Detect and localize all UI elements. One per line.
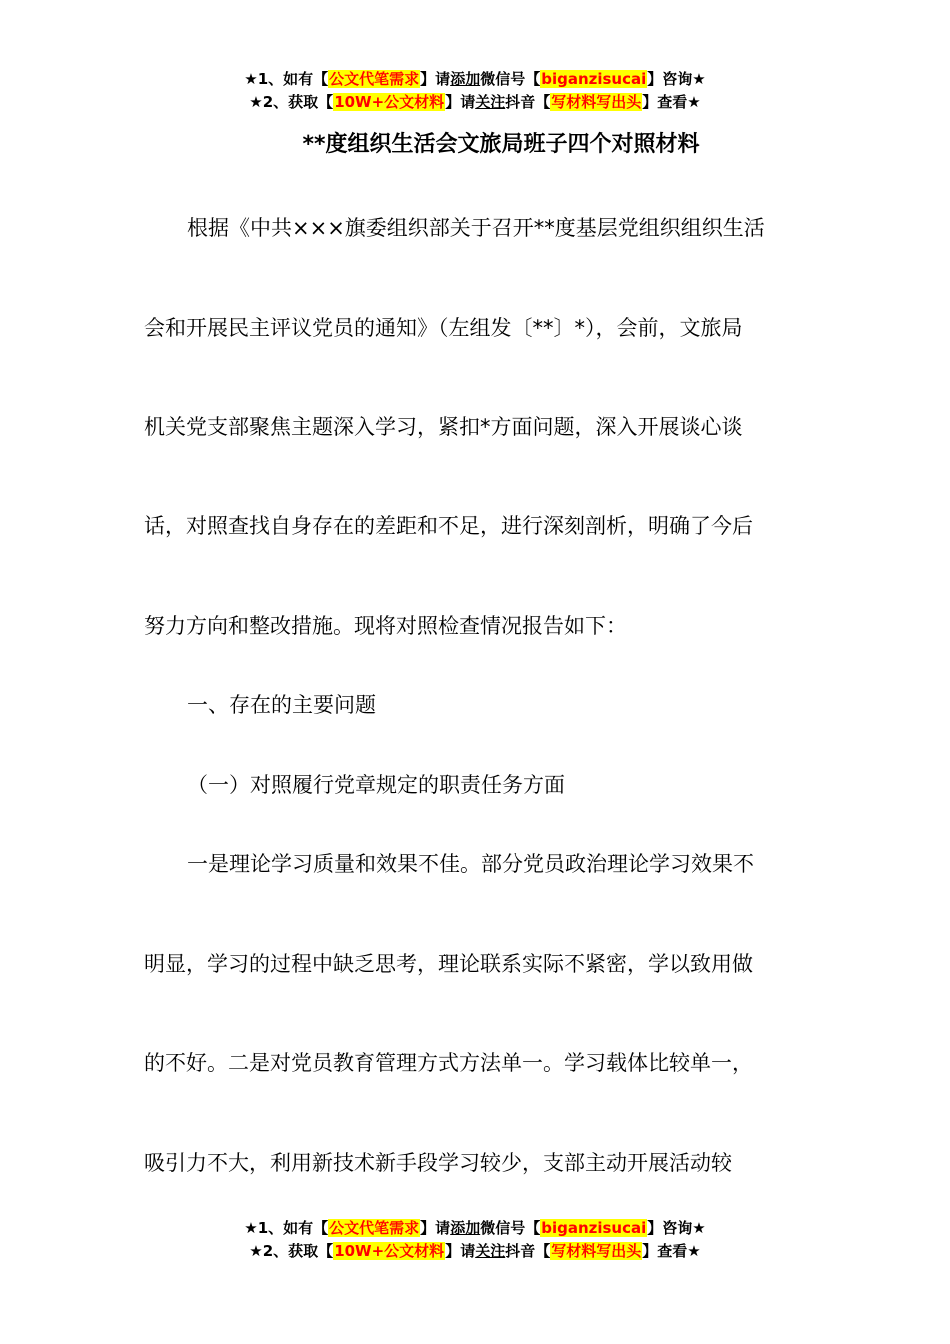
banner-highlight-douyin-id: 写材料写出头 [551, 93, 642, 111]
banner-underline: 添加 [450, 70, 481, 88]
paragraph-line: 的不好。二是对党员教育管理方式方法单一。学习载体比较单一， [144, 1051, 753, 1075]
banner-line-2 [0, 91, 950, 114]
banner-line-2 [0, 1240, 950, 1263]
banner-text: 】请 [445, 93, 476, 111]
banner-highlight: 公文代笔需求 [329, 1219, 420, 1237]
subsection-heading: （一）对照履行党章规定的职责任务方面 [187, 773, 565, 797]
banner-text: 】请 [445, 1242, 476, 1260]
paragraph-line: 会和开展民主评议党员的通知》（左组发〔**〕*），会前，文旅局 [144, 316, 743, 340]
banner-line-1 [0, 68, 950, 91]
banner-text: ★2、获取【 [249, 93, 334, 111]
header-banner [0, 68, 950, 114]
banner-text: 抖音【 [505, 1242, 551, 1260]
banner-text: 】查看★ [642, 93, 701, 111]
banner-highlight-douyin-id: 写材料写出头 [551, 1242, 642, 1260]
banner-text: 】请 [420, 1219, 451, 1237]
banner-underline: 添加 [450, 1219, 481, 1237]
document-title: **度组织生活会文旅局班子四个对照材料 [302, 132, 700, 157]
paragraph-line: 话，对照查找自身存在的差距和不足，进行深刻剖析，明确了今后 [144, 514, 753, 538]
banner-text: 】查看★ [642, 1242, 701, 1260]
paragraph-line: 根据《中共×××旗委组织部关于召开**度基层党组织组织生活 [187, 216, 765, 240]
banner-text: ★1、如有【 [244, 70, 329, 88]
banner-text: ★2、获取【 [249, 1242, 334, 1260]
banner-text: 】请 [420, 70, 451, 88]
banner-text: ★1、如有【 [244, 1219, 329, 1237]
paragraph-line: 一是理论学习质量和效果不佳。部分党员政治理论学习效果不 [187, 852, 754, 876]
banner-underline: 关注 [475, 1242, 506, 1260]
paragraph-line: 努力方向和整改措施。现将对照检查情况报告如下： [144, 614, 627, 638]
banner-highlight-wechat-id: biganzisucai [541, 70, 647, 88]
section-heading: 一、存在的主要问题 [187, 693, 376, 717]
paragraph-line: 机关党支部聚焦主题深入学习，紧扣*方面问题，深入开展谈心谈 [144, 415, 743, 439]
banner-line-1 [0, 1217, 950, 1240]
banner-highlight: 10W+公文材料 [334, 1242, 445, 1260]
banner-text: 】咨询★ [647, 70, 706, 88]
banner-text: 微信号【 [480, 1219, 541, 1237]
paragraph-line: 明显，学习的过程中缺乏思考，理论联系实际不紧密，学以致用做 [144, 952, 753, 976]
banner-text: 微信号【 [480, 70, 541, 88]
banner-text: 】咨询★ [647, 1219, 706, 1237]
paragraph-line: 吸引力不大，利用新技术新手段学习较少，支部主动开展活动较 [144, 1151, 732, 1175]
banner-underline: 关注 [475, 93, 506, 111]
banner-highlight: 10W+公文材料 [334, 93, 445, 111]
banner-highlight: 公文代笔需求 [329, 70, 420, 88]
footer-banner [0, 1217, 950, 1263]
banner-text: 抖音【 [505, 93, 551, 111]
banner-highlight-wechat-id: biganzisucai [541, 1219, 647, 1237]
